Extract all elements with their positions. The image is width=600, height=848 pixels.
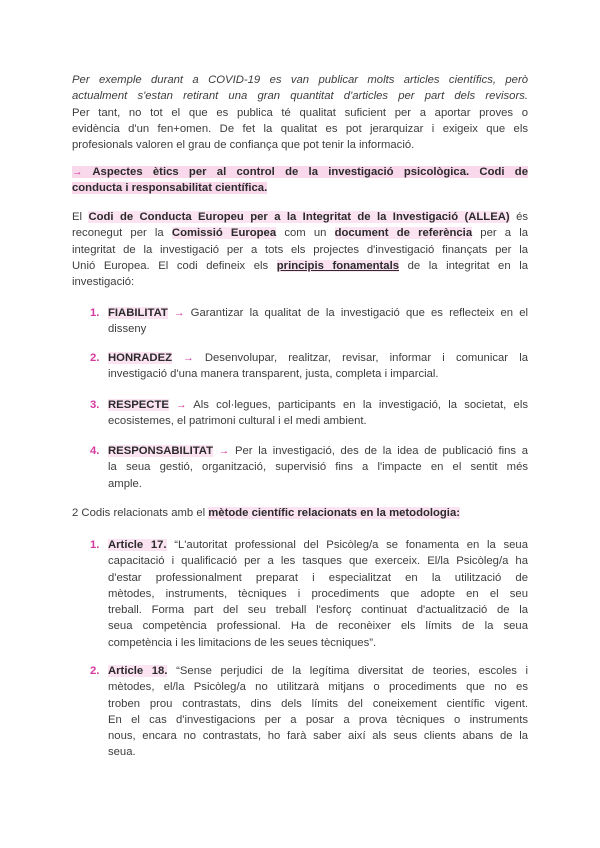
principle-label: RESPECTE	[108, 399, 169, 411]
article-label: Article 17.	[108, 539, 167, 551]
article-line: capacitació i qualificació per a les tasques que exerceix. El/la Psicòleg/a ha	[108, 555, 528, 568]
article-line: troben prou contrastats, dins dels límits del coneixement científic vigent.	[108, 697, 528, 710]
principle-line: disseny	[108, 323, 147, 336]
paragraph-line	[72, 258, 528, 274]
principle-line	[108, 443, 528, 459]
paragraph-line: investigació:	[72, 276, 135, 289]
heading-line	[72, 180, 528, 196]
paragraph-text: Unió Europea. El codi defineix els	[72, 259, 269, 272]
paragraph-line	[72, 225, 528, 241]
heading-line	[72, 164, 528, 180]
principle-item	[90, 443, 529, 492]
article-line: seua competència professional. Ha de reconèixer els límits de la seua	[108, 620, 528, 633]
bold-underlined-term: principis fonamentals	[276, 259, 399, 272]
paragraph-text: reconegut per la	[72, 227, 164, 240]
allea-paragraph	[72, 209, 528, 290]
principle-item	[90, 350, 529, 383]
paragraph-text: El	[72, 211, 83, 223]
principle-text: Per la investigació, des de la idea de publicació fins a	[234, 445, 529, 457]
list-number: 1.	[90, 539, 100, 551]
principle-line	[108, 305, 528, 321]
codes-intro-paragraph	[72, 505, 528, 521]
article-line: seua.	[108, 746, 136, 759]
paragraph-text: és	[516, 211, 529, 223]
bold-term: Comissió Europea	[171, 227, 277, 240]
bold-term: Codi de Conducta Europeu per a la Integritat de la Investigació (ALLEA)	[88, 211, 510, 223]
principle-text: Garantizar la qualitat de la investigació que es reflecteix en el	[190, 307, 529, 319]
arrow-icon: →	[183, 352, 194, 364]
arrow-icon: →	[72, 166, 83, 178]
intro-line: profesionals valoren el grau de confiança que pot tenir la informació.	[72, 139, 415, 152]
article-line: mètodes, el/la Psicòleg/a no utilitzarà mitjans o procediments que no es	[108, 681, 528, 694]
heading-highlight	[72, 166, 528, 178]
bold-term: document de referència	[334, 227, 473, 240]
intro-line: Per exemple durant a COVID-19 es van publicar molts articles científics, però	[72, 74, 528, 86]
principle-label: FIABILITAT	[108, 307, 168, 319]
list-number: 2.	[90, 665, 100, 677]
bold-term: mètode científic relacionats en la metodologia:	[208, 507, 460, 519]
article-label: Article 18.	[108, 665, 168, 677]
article-line: d'estar professionalment preparat i especialitzat en la utilització de	[108, 571, 528, 584]
principle-label: RESPONSABILITAT	[108, 445, 214, 457]
list-number: 2.	[90, 352, 100, 364]
article-line: En el cas d'investigacions per a posar a prova tècniques o instruments	[108, 713, 528, 726]
principle-line: ecosistemes, el patrimoni cultural i el medi ambient.	[108, 415, 367, 428]
article-item	[90, 663, 529, 761]
paragraph-line	[72, 505, 528, 521]
principle-item	[90, 305, 529, 338]
paragraph-text: de la integritat en la	[407, 259, 528, 272]
article-line: treball. Forma part del seu treball l'esforç continuat d'actualització de la	[108, 604, 528, 617]
article-text: “L'autoritat professional del Psicòleg/a se fonamenta en la seua	[174, 539, 528, 551]
article-line: mètodes, instruments, tècniques i procediments que adopte en el seu	[108, 587, 528, 600]
principle-label: HONRADEZ	[108, 352, 173, 364]
paragraph-line	[72, 209, 528, 225]
article-line	[108, 537, 528, 553]
intro-line: evidència d'un fen+omen. De fet la qualitat es pot jerarquizar i exigeix que els	[72, 122, 528, 135]
principle-item	[90, 397, 528, 430]
list-number: 3.	[90, 399, 100, 411]
intro-paragraph	[72, 72, 528, 153]
principle-line: ample.	[108, 477, 142, 490]
arrow-icon: →	[176, 399, 187, 411]
principle-text: Desenvolupar, realitzar, revisar, informar i comunicar la	[204, 352, 529, 364]
article-item	[90, 537, 528, 651]
paragraph-text: per a la	[480, 227, 529, 240]
paragraph-line: integritat de la investigació per a tots els projectes d'investigació finançats per la	[72, 243, 528, 256]
paragraph-text: com un	[284, 227, 327, 240]
list-number: 1.	[90, 307, 100, 319]
section-heading	[72, 164, 528, 197]
article-line	[108, 663, 528, 679]
list-number: 4.	[90, 445, 100, 457]
principle-line	[108, 397, 528, 413]
principle-text: Als col·legues, participants en la investigació, la societat, els	[193, 399, 528, 411]
principle-line: la seua gestió, organització, supervisió fins a l'impacte en el sentit més	[108, 461, 528, 474]
intro-line: Per tant, no tot el que es publica té qualitat suficient per a aportar proves o	[72, 106, 528, 119]
principle-line	[108, 350, 528, 366]
heading-text: Aspectes ètics per al control de la investigació psicològica. Codi de	[92, 166, 528, 178]
heading-text: conducta i responsabilitat científica.	[72, 182, 268, 195]
article-line: nous, encara no contrastats, ho farà saber així als seus clients abans de la	[108, 730, 528, 743]
intro-line: actualment s'estan retirant una gran quantitat d'articles per part dels revisors.	[72, 90, 528, 103]
article-line: competència i les limitacions de les seues tècniques”.	[108, 636, 377, 649]
paragraph-text: 2 Codis relacionats amb el	[72, 507, 206, 519]
arrow-icon: →	[174, 307, 185, 319]
arrow-icon: →	[218, 445, 230, 457]
principle-line: investigació d'una manera transparent, justa, completa i imparcial.	[108, 368, 439, 381]
article-text: “Sense perjudici de la legítima diversitat de teories, escoles i	[176, 665, 529, 677]
